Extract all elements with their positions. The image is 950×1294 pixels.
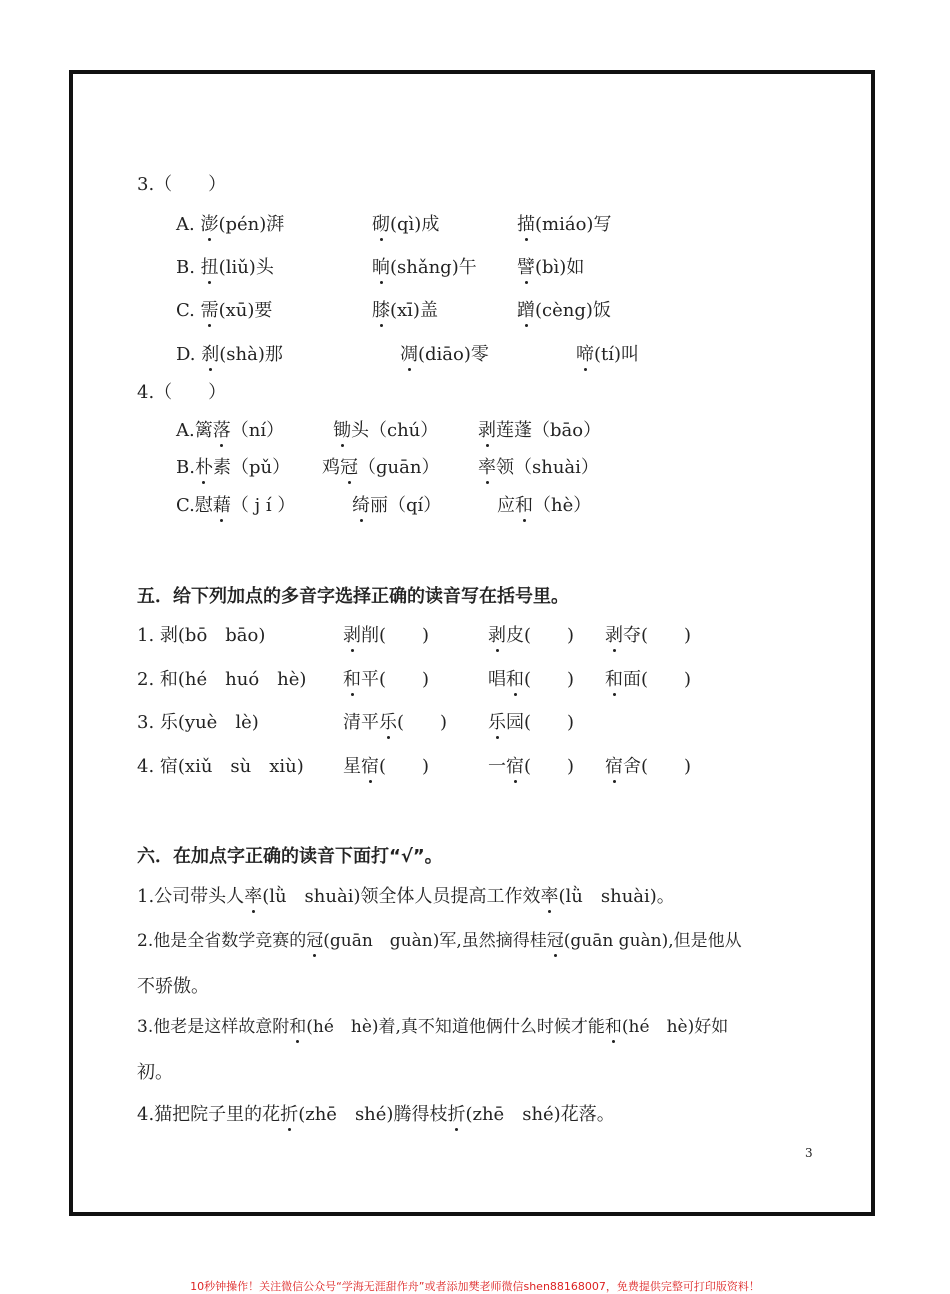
dotted-char: 冠 xyxy=(546,931,564,951)
question-label: 4.（ ） xyxy=(137,382,227,403)
sentence: 4.猫把院子里的花折(zhē shé)腾得枝折(zhē shé)花落。 xyxy=(137,1104,615,1125)
option-item: 剥莲蓬（bāo） xyxy=(478,420,602,441)
dotted-char: 乐 xyxy=(488,712,506,733)
dotted-char: 澎 xyxy=(200,214,219,235)
dotted-char: 和 xyxy=(515,495,533,516)
option-item: 凋(diāo)零 xyxy=(400,344,489,365)
answer-item: 剥削( ) xyxy=(343,625,430,646)
option-item: D. 刹(shà)那 xyxy=(176,344,283,365)
option-item: C. 需(xū)要 xyxy=(176,300,273,321)
dotted-char: 宿 xyxy=(506,756,524,777)
dotted-char: 剥 xyxy=(488,625,506,646)
dotted-char: 折 xyxy=(447,1104,466,1125)
answer-item: 宿舍( ) xyxy=(605,756,692,777)
dotted-char: 率 xyxy=(244,886,263,907)
answer-item: 唱和( ) xyxy=(488,669,575,690)
answer-item: 星宿( ) xyxy=(343,756,430,777)
dotted-char: 朴 xyxy=(194,457,213,478)
option-item: 砌(qì)成 xyxy=(372,214,440,235)
answer-item: 清平乐( ) xyxy=(343,712,448,733)
dotted-char: 绮 xyxy=(352,495,370,516)
dotted-char: 剥 xyxy=(478,420,496,441)
dotted-char: 和 xyxy=(604,1017,622,1037)
footer-notice: 10秒钟操作！关注微信公众号“学海无涯甜作舟”或者添加樊老师微信shen88168007，免费提供完整可打印版资料！ xyxy=(190,1280,760,1293)
dotted-char: 扭 xyxy=(200,257,219,278)
option-item: 应和（hè） xyxy=(497,495,592,516)
dotted-char: 率 xyxy=(540,886,559,907)
section-heading: 五．给下列加点的多音字选择正确的读音写在括号里。 xyxy=(137,586,569,607)
dotted-char: 宿 xyxy=(605,756,623,777)
sentence: 初。 xyxy=(137,1062,173,1083)
dotted-char: 率 xyxy=(478,457,496,478)
answer-item: 剥皮( ) xyxy=(488,625,575,646)
dotted-char: 描 xyxy=(517,214,535,235)
polyphone-lead: 3. 乐(yuè lè) xyxy=(137,712,259,733)
dotted-char: 和 xyxy=(289,1017,307,1037)
option-item: A.篱落（ní） xyxy=(176,420,285,441)
answer-item: 乐园( ) xyxy=(488,712,575,733)
sentence: 3.他老是这样故意附和(hé hè)着,真不知道他俩什么时候才能和(hé hè)好如 xyxy=(137,1017,729,1037)
option-item: 啼(tí)叫 xyxy=(576,344,640,365)
dotted-char: 冠 xyxy=(340,457,358,478)
option-item: 蹭(cèng)饭 xyxy=(517,300,611,321)
page-number: 3 xyxy=(805,1146,813,1160)
option-item: B. 扭(liǔ)头 xyxy=(176,257,274,278)
option-item: 晌(shǎng)午 xyxy=(372,257,477,278)
section-heading: 六．在加点字正确的读音下面打“√”。 xyxy=(137,846,443,867)
dotted-char: 膝 xyxy=(372,300,390,321)
option-item: 锄头（chú） xyxy=(333,420,439,441)
option-item: 譬(bì)如 xyxy=(517,257,585,278)
dotted-char: 蹭 xyxy=(517,300,535,321)
option-item: A. 澎(pén)湃 xyxy=(176,214,285,235)
dotted-char: 晌 xyxy=(372,257,390,278)
polyphone-lead: 4. 宿(xiǔ sù xiù) xyxy=(137,756,304,777)
option-item: 率领（shuài） xyxy=(478,457,599,478)
sentence: 2.他是全省数学竞赛的冠(guān guàn)军,虽然摘得桂冠(guān guàn),但是他从 xyxy=(137,931,742,951)
sentence: 1.公司带头人率(lǜ shuài)领全体人员提高工作效率(lǜ shuài)。 xyxy=(137,886,675,907)
polyphone-lead: 1. 剥(bō bāo) xyxy=(137,625,266,646)
dotted-char: 折 xyxy=(280,1104,299,1125)
dotted-char: 剥 xyxy=(605,625,623,646)
question-label: 3.（ ） xyxy=(137,174,227,195)
option-item: 膝(xī)盖 xyxy=(372,300,438,321)
option-item: 绮丽（qí） xyxy=(352,495,442,516)
option-item: 描(miáo)写 xyxy=(517,214,612,235)
polyphone-lead: 2. 和(hé huó hè) xyxy=(137,669,307,690)
dotted-char: 需 xyxy=(200,300,219,321)
dotted-char: 譬 xyxy=(517,257,535,278)
dotted-char: 乐 xyxy=(379,712,397,733)
dotted-char: 剥 xyxy=(343,625,361,646)
answer-item: 和面( ) xyxy=(605,669,692,690)
dotted-char: 锄 xyxy=(333,420,351,441)
answer-item: 和平( ) xyxy=(343,669,430,690)
dotted-char: 和 xyxy=(343,669,361,690)
option-item: C.慰藉（ j í ） xyxy=(176,495,296,516)
dotted-char: 宿 xyxy=(361,756,379,777)
dotted-char: 砌 xyxy=(372,214,390,235)
dotted-char: 落 xyxy=(212,420,231,441)
answer-item: 剥夺( ) xyxy=(605,625,692,646)
dotted-char: 冠 xyxy=(306,931,324,951)
answer-item: 一宿( ) xyxy=(488,756,575,777)
dotted-char: 藉 xyxy=(212,495,231,516)
sentence: 不骄傲。 xyxy=(137,976,209,997)
dotted-char: 啼 xyxy=(576,344,594,365)
dotted-char: 凋 xyxy=(400,344,418,365)
dotted-char: 刹 xyxy=(201,344,220,365)
dotted-char: 和 xyxy=(506,669,524,690)
option-item: B.朴素（pǔ） xyxy=(176,457,291,478)
option-item: 鸡冠（ɡuān） xyxy=(322,457,440,478)
dotted-char: 和 xyxy=(605,669,623,690)
